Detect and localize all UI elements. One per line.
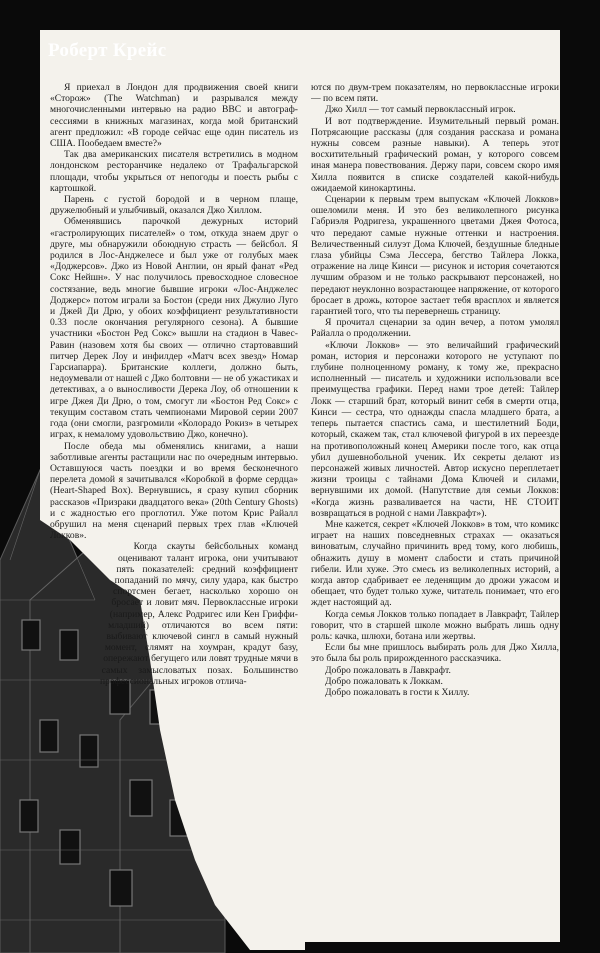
paragraph: Когда семья Локков только попадает в Лавкрафт, Тайлер говорит, что в старшей школе можно выбрать лишь одну роль: качка, шлюхи, ботана или жертвы. xyxy=(311,608,559,642)
paragraph: Мне кажется, секрет «Ключей Локков» в том, что комикс играет на наших повседневных страхах — оказаться виноватым, случайно причинить вред тому, кого любишь, обнажить душу в момент слабости и стать причиной гибели. Или хуже. Это смесь из великолепных историй, а когда автор сдабривает ее леденящим до дрожи ужасом и обещает, что будет только хуже, читатель понимает, что его ждет настоящий ад. xyxy=(311,518,559,609)
left-column xyxy=(50,82,298,942)
author-title: Роберт Крейс xyxy=(48,40,167,61)
paragraph: После обеда мы обменялись книгами, а наши заботливые агенты растащили нас по очередным интервью. Оставшуюся часть поездки и во время бесконечного перелета домой я зачитывался «Коробкой в форме сердца» (Heart-Shaped Box). Вернувшись, я сразу купил сборник рассказов «Призраки двадцатого века» (20th Century Ghosts) и с жадностью его проглотил. Уже потом Крис Райалл обрушил на меня сценарий первых трех глав «Ключей Локков». xyxy=(50,440,298,542)
paragraph: Я прочитал сценарии за один вечер, а потом умолял Райалла о продолжении. xyxy=(311,317,559,340)
paragraph: Добро пожаловать в Лавкрафт. xyxy=(325,664,451,676)
paragraph: Джо Хилл — тот самый первоклассный игрок. xyxy=(325,104,516,116)
right-column xyxy=(311,82,559,942)
paragraph: «Ключи Локков» — это величайший графический роман, история и персонажи которого не уступают по глубине полноценному роману, к тому же, прекрасно исполненный — писатель и художники использовали все преимущества графики. Перед нами трое детей: Тайлер Локк — старший брат, который винит себя в смерти отца, Кинси — сестра, что однажды спасла младшего брата, а теперь пытается спастись сама, и шестилетний Боди, который, скажем так, стал ключевой фигурой в их переезде на противоположный конец Америки после того, как отца убил душевнобольной ученик. Их секреты делают из персонажей живых личностей. Автор искусно переплетает жизни троицы с тайнами Дома Ключей и силами, вернувшими их домой. (Напутствие для семьи Локков: «Когда жизнь разваливается на части, НЕ СТОИТ возвращаться в родной с нами Лавкрафт»). xyxy=(311,339,559,519)
paragraph: Если бы мне пришлось выбирать роль для Джо Хилла, это была бы роль прирожденного рассказчика. xyxy=(311,642,559,665)
paragraph: Так два американских писателя встретились в модном лондонском ресторанчике недалеко от Трафальгарской площади, чтобы укрыться от непогоды и поесть рыбы с картошкой. xyxy=(50,149,298,194)
paragraph: И вот подтверждение. Изумительный первый роман. Потрясающие рассказы (для создания рассказа и романа нужны совсем разные навыки). А теперь этот восхитительный графический роман, у которого совсем иная манера повествования. Держу пари, совсем скоро имя Хилла появится в списке создателей какой-нибудь ожидаемой кинокартины. xyxy=(311,115,559,194)
paragraph: Добро пожаловать в гости к Хиллу. xyxy=(325,686,470,698)
paragraph: Сценарии к первым трем выпускам «Ключей Локков» ошеломили меня. И это без великолепного рисунка Габриэля Родригеза, украшенного цветами Джея Фотоса, что передают самые нужные оттенки и настроения. Величественный силуэт Дома Ключей, бездушные бледные глаза убийцы Сэма Лессера, бегство Тайлера Локка, отражение на лице Кинси — рисунок и история сочетаются лучшим образом и не только раскрывают персонажей, но передают неуклонно возрастающее напряжение, от которого бросает в дрожь, которое застает тебя врасплох и является гарантией того, что ты перевернешь страницу. xyxy=(311,194,559,318)
paragraph: Обменявшись парочкой дежурных историй «гастролирующих писателей» о том, откуда знаем друг о друге, мы обнаружили обоюдную страсть — бейсбол. Я родился в Лос-Анджелесе и был уже от голубых маек «Доджерсов». Джо из Новой Англии, он ярый фанат «Ред Сокс Нейшн». У нас получилось превосходное словесное состязание, ведь многие бывшие игроки «Лос-Анджелес Доджерс» потом играли за Бостон (среди них Джулио Луго и Джей Ди Дрю, у обоих коэффициент результативности 0.33 после окончания регулярного сезона). А бывшие участники «Бостон Ред Сокс» вышли на стадион в Чавес-Равин (назовем хотя бы своих — отлично стартовавший питчер Дерек Лоу и инфилдер «Матч всех звезд» Номар Гарсиапарра). Британские коллеги, должно быть, недоумевали от нашей с Джо болтовни — не об ужастиках и детективах, а о выносливости Дерека Лоу, об отношении к игре Джея Ди Дрю, о том, смогут ли «Бостон Ред Сокс» с текущим составом стать чемпионами Мировой серии 2007 года (они смогли, разгромили «Колорадо Рокиз» в четырех играх, к немалому удовольствию Джо, конечно). xyxy=(50,216,298,441)
paragraph: Когда скауты бейсбольных команд оценивают талант игрока, они учитывают пять показателей: средний коэффициент попаданий по мячу, силу удара, как быстро спортсмен бегает, насколько хорошо он бросает и ловит мяч. Первоклассные игроки (например, Алекс Родригес или Кен Гриффи-младший) отличаются во всем пяти: выбивают ключевой сингл в самый нужный момент, слямят на хоумран, крадут базу, опережают бегущего или ловят трудные мячи в самых замысловатых позах. Большинство профессиональных игроков отлича- xyxy=(99,541,298,687)
paragraph: ются по двум-трем показателям, но первоклассные игроки — по всем пяти. xyxy=(311,82,559,105)
paragraph: Я приехал в Лондон для продвижения своей книги «Сторож» (The Watchman) и разрывался между многочисленными интервью на радио ВВС и автограф-сессиями в книжных магазинах, когда мой британский агент предложил: «В городе сейчас еще один писатель из США. Пообедаем вместе?» xyxy=(50,82,298,150)
paragraph: Парень с густой бородой и в черном плаще, дружелюбный и улыбчивый, оказался Джо Хиллом. xyxy=(50,194,298,217)
paragraph: Добро пожаловать к Локкам. xyxy=(325,675,443,687)
